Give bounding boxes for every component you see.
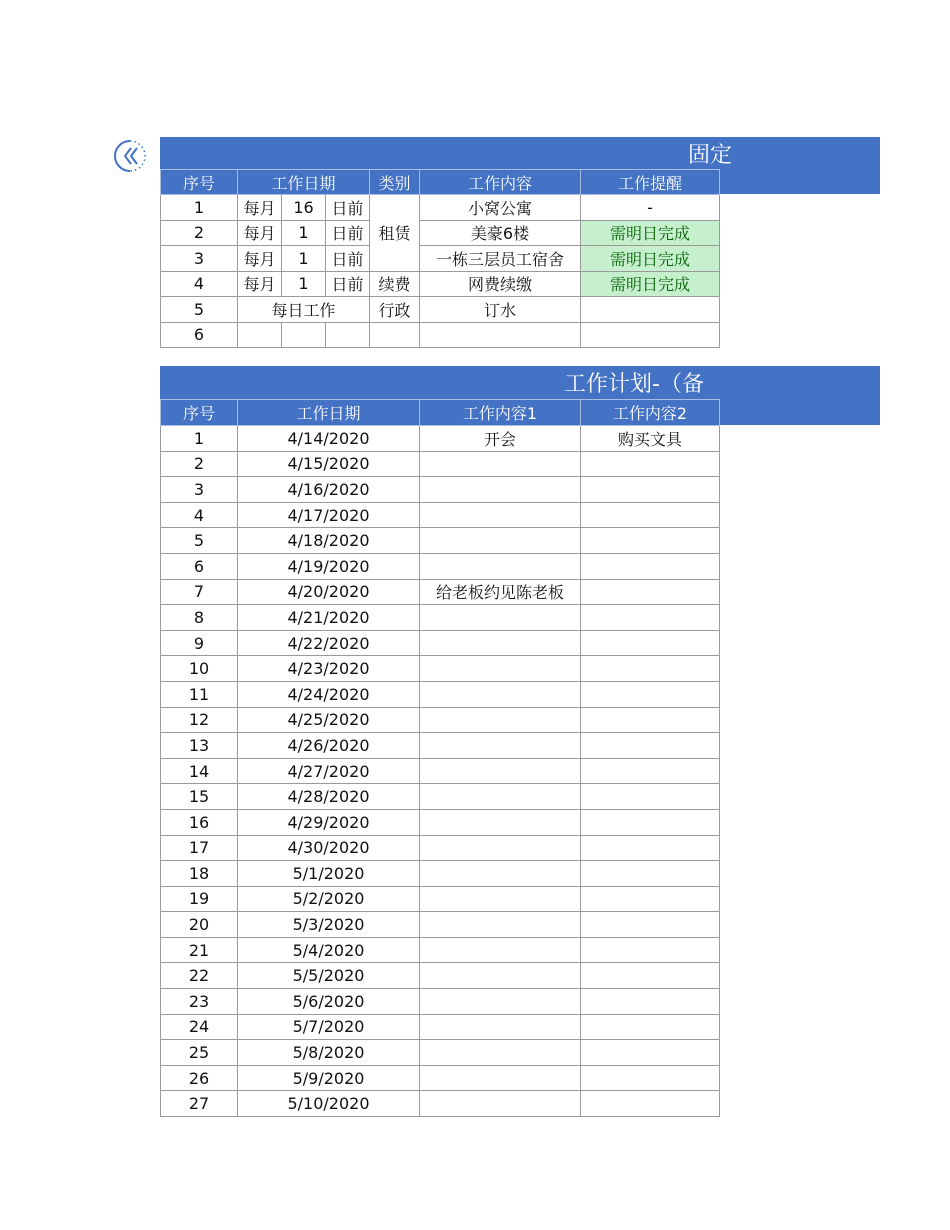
fixed-section-banner <box>160 137 880 169</box>
cell-content2 <box>581 630 720 656</box>
cell-content1 <box>420 989 581 1015</box>
cell-day: 1 <box>282 271 326 297</box>
cell-date: 5/3/2020 <box>238 912 420 938</box>
cell-no: 23 <box>161 989 238 1015</box>
cell-no: 2 <box>161 220 238 246</box>
cell-content1 <box>420 963 581 989</box>
cell-freq: 每月 <box>238 195 282 221</box>
cell-reminder <box>581 322 720 348</box>
cell-day: 1 <box>282 246 326 272</box>
cell-content1 <box>420 451 581 477</box>
cell-no: 27 <box>161 1091 238 1117</box>
cell-date: 4/28/2020 <box>238 784 420 810</box>
cell-content1 <box>420 886 581 912</box>
table-row <box>161 553 720 579</box>
cell-category: 租赁 <box>370 195 420 272</box>
cell-no: 5 <box>161 528 238 554</box>
cell-content2 <box>581 758 720 784</box>
cell-no: 21 <box>161 937 238 963</box>
cell-no: 18 <box>161 861 238 887</box>
cell-date: 4/15/2020 <box>238 451 420 477</box>
cell-freq: 每月 <box>238 246 282 272</box>
cell-date: 4/16/2020 <box>238 477 420 503</box>
cell-content2 <box>581 1091 720 1117</box>
cell-content1 <box>420 784 581 810</box>
cell-no: 10 <box>161 656 238 682</box>
cell-date: 5/1/2020 <box>238 861 420 887</box>
table-row <box>161 579 720 605</box>
table-row <box>161 835 720 861</box>
table-row <box>161 937 720 963</box>
cell-date: 4/20/2020 <box>238 579 420 605</box>
table-row <box>161 809 720 835</box>
cell-no: 15 <box>161 784 238 810</box>
table-row <box>161 451 720 477</box>
cell-date: 5/5/2020 <box>238 963 420 989</box>
cell-freq <box>238 322 282 348</box>
table-row <box>161 861 720 887</box>
col-header-reminder: 工作提醒 <box>581 170 720 195</box>
cell-content2 <box>581 937 720 963</box>
cell-content: 一栋三层员工宿舍 <box>420 246 581 272</box>
cell-day: 16 <box>282 195 326 221</box>
cell-content2 <box>581 733 720 759</box>
col-header-category: 类别 <box>370 170 420 195</box>
cell-no: 6 <box>161 322 238 348</box>
cell-freq: 每月 <box>238 271 282 297</box>
table-row <box>161 989 720 1015</box>
cell-content2 <box>581 989 720 1015</box>
cell-content1 <box>420 912 581 938</box>
col-header-date: 工作日期 <box>238 170 370 195</box>
table-row <box>161 502 720 528</box>
cell-content2 <box>581 477 720 503</box>
cell-date-merged: 每日工作 <box>238 297 370 323</box>
cell-date: 4/24/2020 <box>238 681 420 707</box>
cell-no: 13 <box>161 733 238 759</box>
cell-date: 4/18/2020 <box>238 528 420 554</box>
cell-content <box>420 322 581 348</box>
table-row <box>161 220 720 246</box>
cell-no: 22 <box>161 963 238 989</box>
table-row <box>161 271 720 297</box>
cell-date: 4/14/2020 <box>238 426 420 452</box>
cell-no: 4 <box>161 271 238 297</box>
col-header-content2: 工作内容2 <box>581 400 720 426</box>
cell-content2 <box>581 681 720 707</box>
cell-no: 25 <box>161 1040 238 1066</box>
cell-category <box>370 322 420 348</box>
table-row <box>161 195 720 221</box>
cell-no: 1 <box>161 195 238 221</box>
cell-date: 5/9/2020 <box>238 1065 420 1091</box>
cell-no: 16 <box>161 809 238 835</box>
cell-no: 14 <box>161 758 238 784</box>
cell-freq: 每月 <box>238 220 282 246</box>
cell-suffix: 日前 <box>326 195 370 221</box>
col-header-no: 序号 <box>161 400 238 426</box>
cell-date: 5/4/2020 <box>238 937 420 963</box>
col-header-no: 序号 <box>161 170 238 195</box>
cell-date: 4/25/2020 <box>238 707 420 733</box>
cell-content1 <box>420 861 581 887</box>
cell-content1 <box>420 528 581 554</box>
cell-content2 <box>581 451 720 477</box>
cell-no: 5 <box>161 297 238 323</box>
cell-content1: 开会 <box>420 426 581 452</box>
cell-content1 <box>420 1091 581 1117</box>
cell-reminder: 需明日完成 <box>581 271 720 297</box>
chevron-double-left-icon[interactable] <box>113 139 147 173</box>
table-row <box>161 605 720 631</box>
cell-content1 <box>420 809 581 835</box>
cell-category: 续费 <box>370 271 420 297</box>
cell-date: 5/7/2020 <box>238 1014 420 1040</box>
fixed-work-table <box>160 169 720 348</box>
table-row <box>161 681 720 707</box>
cell-reminder: 需明日完成 <box>581 220 720 246</box>
cell-suffix <box>326 322 370 348</box>
cell-reminder <box>581 297 720 323</box>
cell-content1 <box>420 553 581 579</box>
table-row <box>161 297 720 323</box>
cell-content2 <box>581 1014 720 1040</box>
cell-no: 9 <box>161 630 238 656</box>
table-row <box>161 322 720 348</box>
table-row <box>161 912 720 938</box>
table-row <box>161 1040 720 1066</box>
cell-content: 订水 <box>420 297 581 323</box>
cell-content1 <box>420 605 581 631</box>
cell-suffix: 日前 <box>326 246 370 272</box>
cell-content2 <box>581 579 720 605</box>
cell-content: 小窝公寓 <box>420 195 581 221</box>
cell-content1 <box>420 835 581 861</box>
cell-date: 5/8/2020 <box>238 1040 420 1066</box>
table-row <box>161 630 720 656</box>
cell-content: 美豪6楼 <box>420 220 581 246</box>
cell-content2: 购买文具 <box>581 426 720 452</box>
cell-no: 3 <box>161 246 238 272</box>
cell-no: 7 <box>161 579 238 605</box>
table-row <box>161 477 720 503</box>
cell-suffix: 日前 <box>326 220 370 246</box>
cell-date: 4/19/2020 <box>238 553 420 579</box>
cell-no: 19 <box>161 886 238 912</box>
cell-content1 <box>420 937 581 963</box>
plan-section-title: 工作计划-（备 <box>564 372 704 397</box>
cell-no: 11 <box>161 681 238 707</box>
table-row <box>161 1091 720 1117</box>
fixed-header-extension <box>718 169 880 194</box>
cell-content2 <box>581 861 720 887</box>
table-row <box>161 528 720 554</box>
col-header-date: 工作日期 <box>238 400 420 426</box>
plan-header-extension <box>718 399 880 425</box>
cell-content1 <box>420 477 581 503</box>
cell-content1 <box>420 630 581 656</box>
cell-no: 24 <box>161 1014 238 1040</box>
cell-day <box>282 322 326 348</box>
cell-content2 <box>581 912 720 938</box>
cell-content2 <box>581 1065 720 1091</box>
cell-content1: 给老板约见陈老板 <box>420 579 581 605</box>
table-row <box>161 426 720 452</box>
cell-date: 4/21/2020 <box>238 605 420 631</box>
cell-no: 6 <box>161 553 238 579</box>
table-row <box>161 963 720 989</box>
cell-content1 <box>420 733 581 759</box>
plan-section-banner <box>160 366 880 399</box>
cell-date: 5/10/2020 <box>238 1091 420 1117</box>
cell-content2 <box>581 963 720 989</box>
cell-category: 行政 <box>370 297 420 323</box>
cell-date: 4/22/2020 <box>238 630 420 656</box>
cell-content1 <box>420 1065 581 1091</box>
table-row <box>161 784 720 810</box>
cell-content2 <box>581 886 720 912</box>
cell-no: 17 <box>161 835 238 861</box>
cell-date: 4/30/2020 <box>238 835 420 861</box>
cell-content: 网费续缴 <box>420 271 581 297</box>
cell-date: 4/26/2020 <box>238 733 420 759</box>
work-plan-table <box>160 399 720 1117</box>
table-row <box>161 707 720 733</box>
cell-content2 <box>581 1040 720 1066</box>
cell-content2 <box>581 553 720 579</box>
cell-content1 <box>420 758 581 784</box>
cell-no: 8 <box>161 605 238 631</box>
cell-content1 <box>420 681 581 707</box>
cell-content2 <box>581 707 720 733</box>
cell-content2 <box>581 605 720 631</box>
table-row <box>161 758 720 784</box>
cell-content2 <box>581 502 720 528</box>
table-row <box>161 1014 720 1040</box>
cell-content2 <box>581 656 720 682</box>
cell-no: 4 <box>161 502 238 528</box>
fixed-section-title: 固定 <box>688 142 733 168</box>
cell-content1 <box>420 656 581 682</box>
cell-date: 4/29/2020 <box>238 809 420 835</box>
table-row <box>161 656 720 682</box>
cell-no: 2 <box>161 451 238 477</box>
cell-content2 <box>581 528 720 554</box>
cell-no: 20 <box>161 912 238 938</box>
cell-date: 5/2/2020 <box>238 886 420 912</box>
cell-content1 <box>420 1014 581 1040</box>
table-row <box>161 733 720 759</box>
table-row <box>161 1065 720 1091</box>
cell-content1 <box>420 707 581 733</box>
col-header-content1: 工作内容1 <box>420 400 581 426</box>
cell-content1 <box>420 502 581 528</box>
cell-no: 1 <box>161 426 238 452</box>
cell-no: 3 <box>161 477 238 503</box>
cell-reminder: 需明日完成 <box>581 246 720 272</box>
cell-no: 12 <box>161 707 238 733</box>
cell-content2 <box>581 784 720 810</box>
cell-reminder: - <box>581 195 720 221</box>
cell-content2 <box>581 835 720 861</box>
cell-date: 4/27/2020 <box>238 758 420 784</box>
cell-date: 5/6/2020 <box>238 989 420 1015</box>
table-row <box>161 246 720 272</box>
cell-date: 4/23/2020 <box>238 656 420 682</box>
col-header-content: 工作内容 <box>420 170 581 195</box>
cell-content1 <box>420 1040 581 1066</box>
cell-no: 26 <box>161 1065 238 1091</box>
cell-date: 4/17/2020 <box>238 502 420 528</box>
cell-suffix: 日前 <box>326 271 370 297</box>
table-row <box>161 886 720 912</box>
cell-content2 <box>581 809 720 835</box>
cell-day: 1 <box>282 220 326 246</box>
